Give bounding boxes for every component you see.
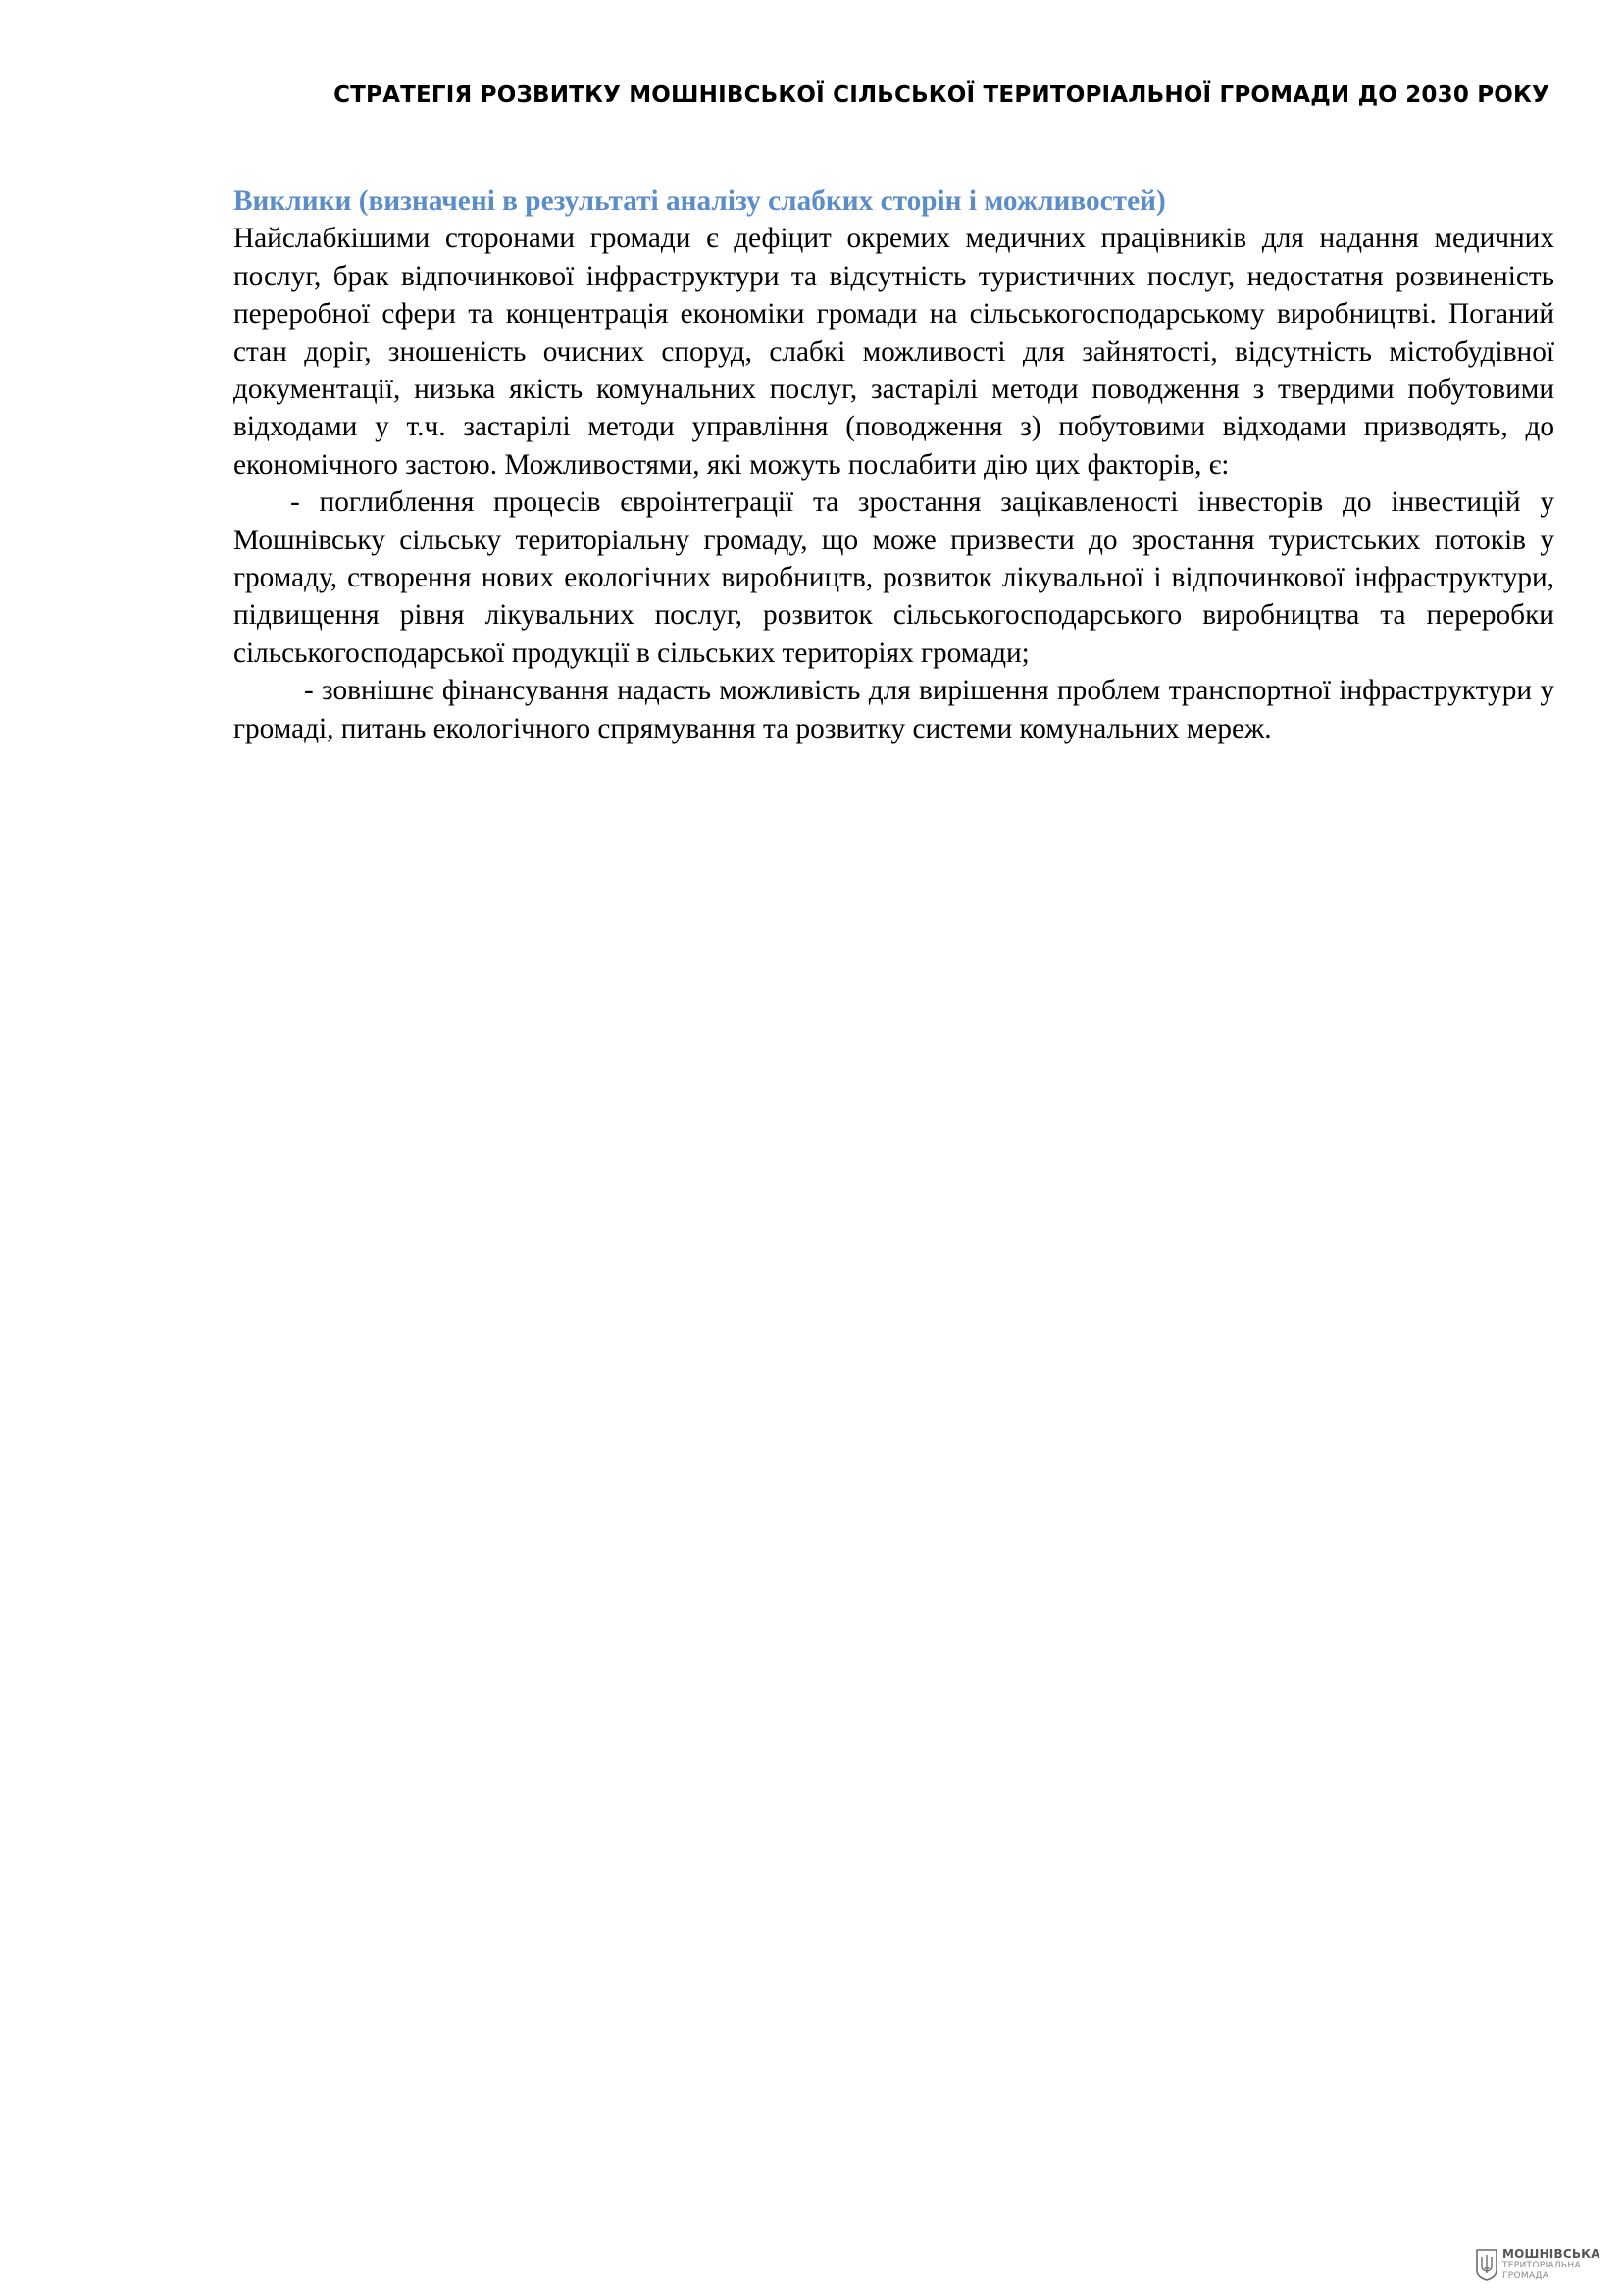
running-header: СТРАТЕГІЯ РОЗВИТКУ МОШНІВСЬКОЇ СІЛЬСЬКОЇ ТЕРИТОРІАЛЬНОЇ ГРОМАДИ ДО 2030 РОКУ xyxy=(333,82,1549,108)
document-body xyxy=(233,182,1554,747)
section-heading: Виклики (визначені в результаті аналізу слабких сторін і можливостей) xyxy=(233,185,1166,217)
logo-title: МОШНІВСЬКА xyxy=(1502,2247,1600,2261)
logo-subtitle-2: ГРОМАДА xyxy=(1502,2271,1549,2281)
bullet-item-external-financing: - зовнішнє фінансування надасть можливість для вирішення проблем транспортної інфраструктури у громаді, питань екологічного спрямування та розвитку системи комунальних мереж. xyxy=(233,675,1554,744)
intro-paragraph: Найслабкішими сторонами громади є дефіцит окремих медичних працівників для надання медичних послуг, брак відпочинкової інфраструктури та відсутність туристичних послуг, недостатня розвиненість переробної сфери та концентрація економіки громади на сільськогосподарському виробництві. Поганий стан доріг, зношеність очисних споруд, слабкі можливості для зайнятості, відсутність містобудівної документації, низька якість комунальних послуг, застарілі методи поводження з твердими побутовими відходами у т.ч. застарілі методи управління (поводження з) побутовими відходами призводять, до економічного застою. Можливостями, які можуть послабити дію цих факторів, є: xyxy=(233,223,1554,481)
logo-subtitle: ТЕРИТОРІАЛЬНА xyxy=(1502,2261,1581,2270)
community-logo xyxy=(1475,2244,1612,2285)
trident-emblem-icon xyxy=(1475,2247,1498,2282)
bullet-item-eurointegration: - поглиблення процесів євроінтеграції та зростання зацікавленості інвесторів до інвестицій у Мошнівську сільську територіальну громаду, що може призвести до зростання туристських потоків у громаду, створення нових екологічних виробництв, розвиток лікувальної і відпочинкової інфраструктури, підвищення рівня лікувальних послуг, розвиток сільськогосподарського виробництва та переробки сільськогосподарської продукції в сільських територіях громади; xyxy=(233,486,1554,669)
